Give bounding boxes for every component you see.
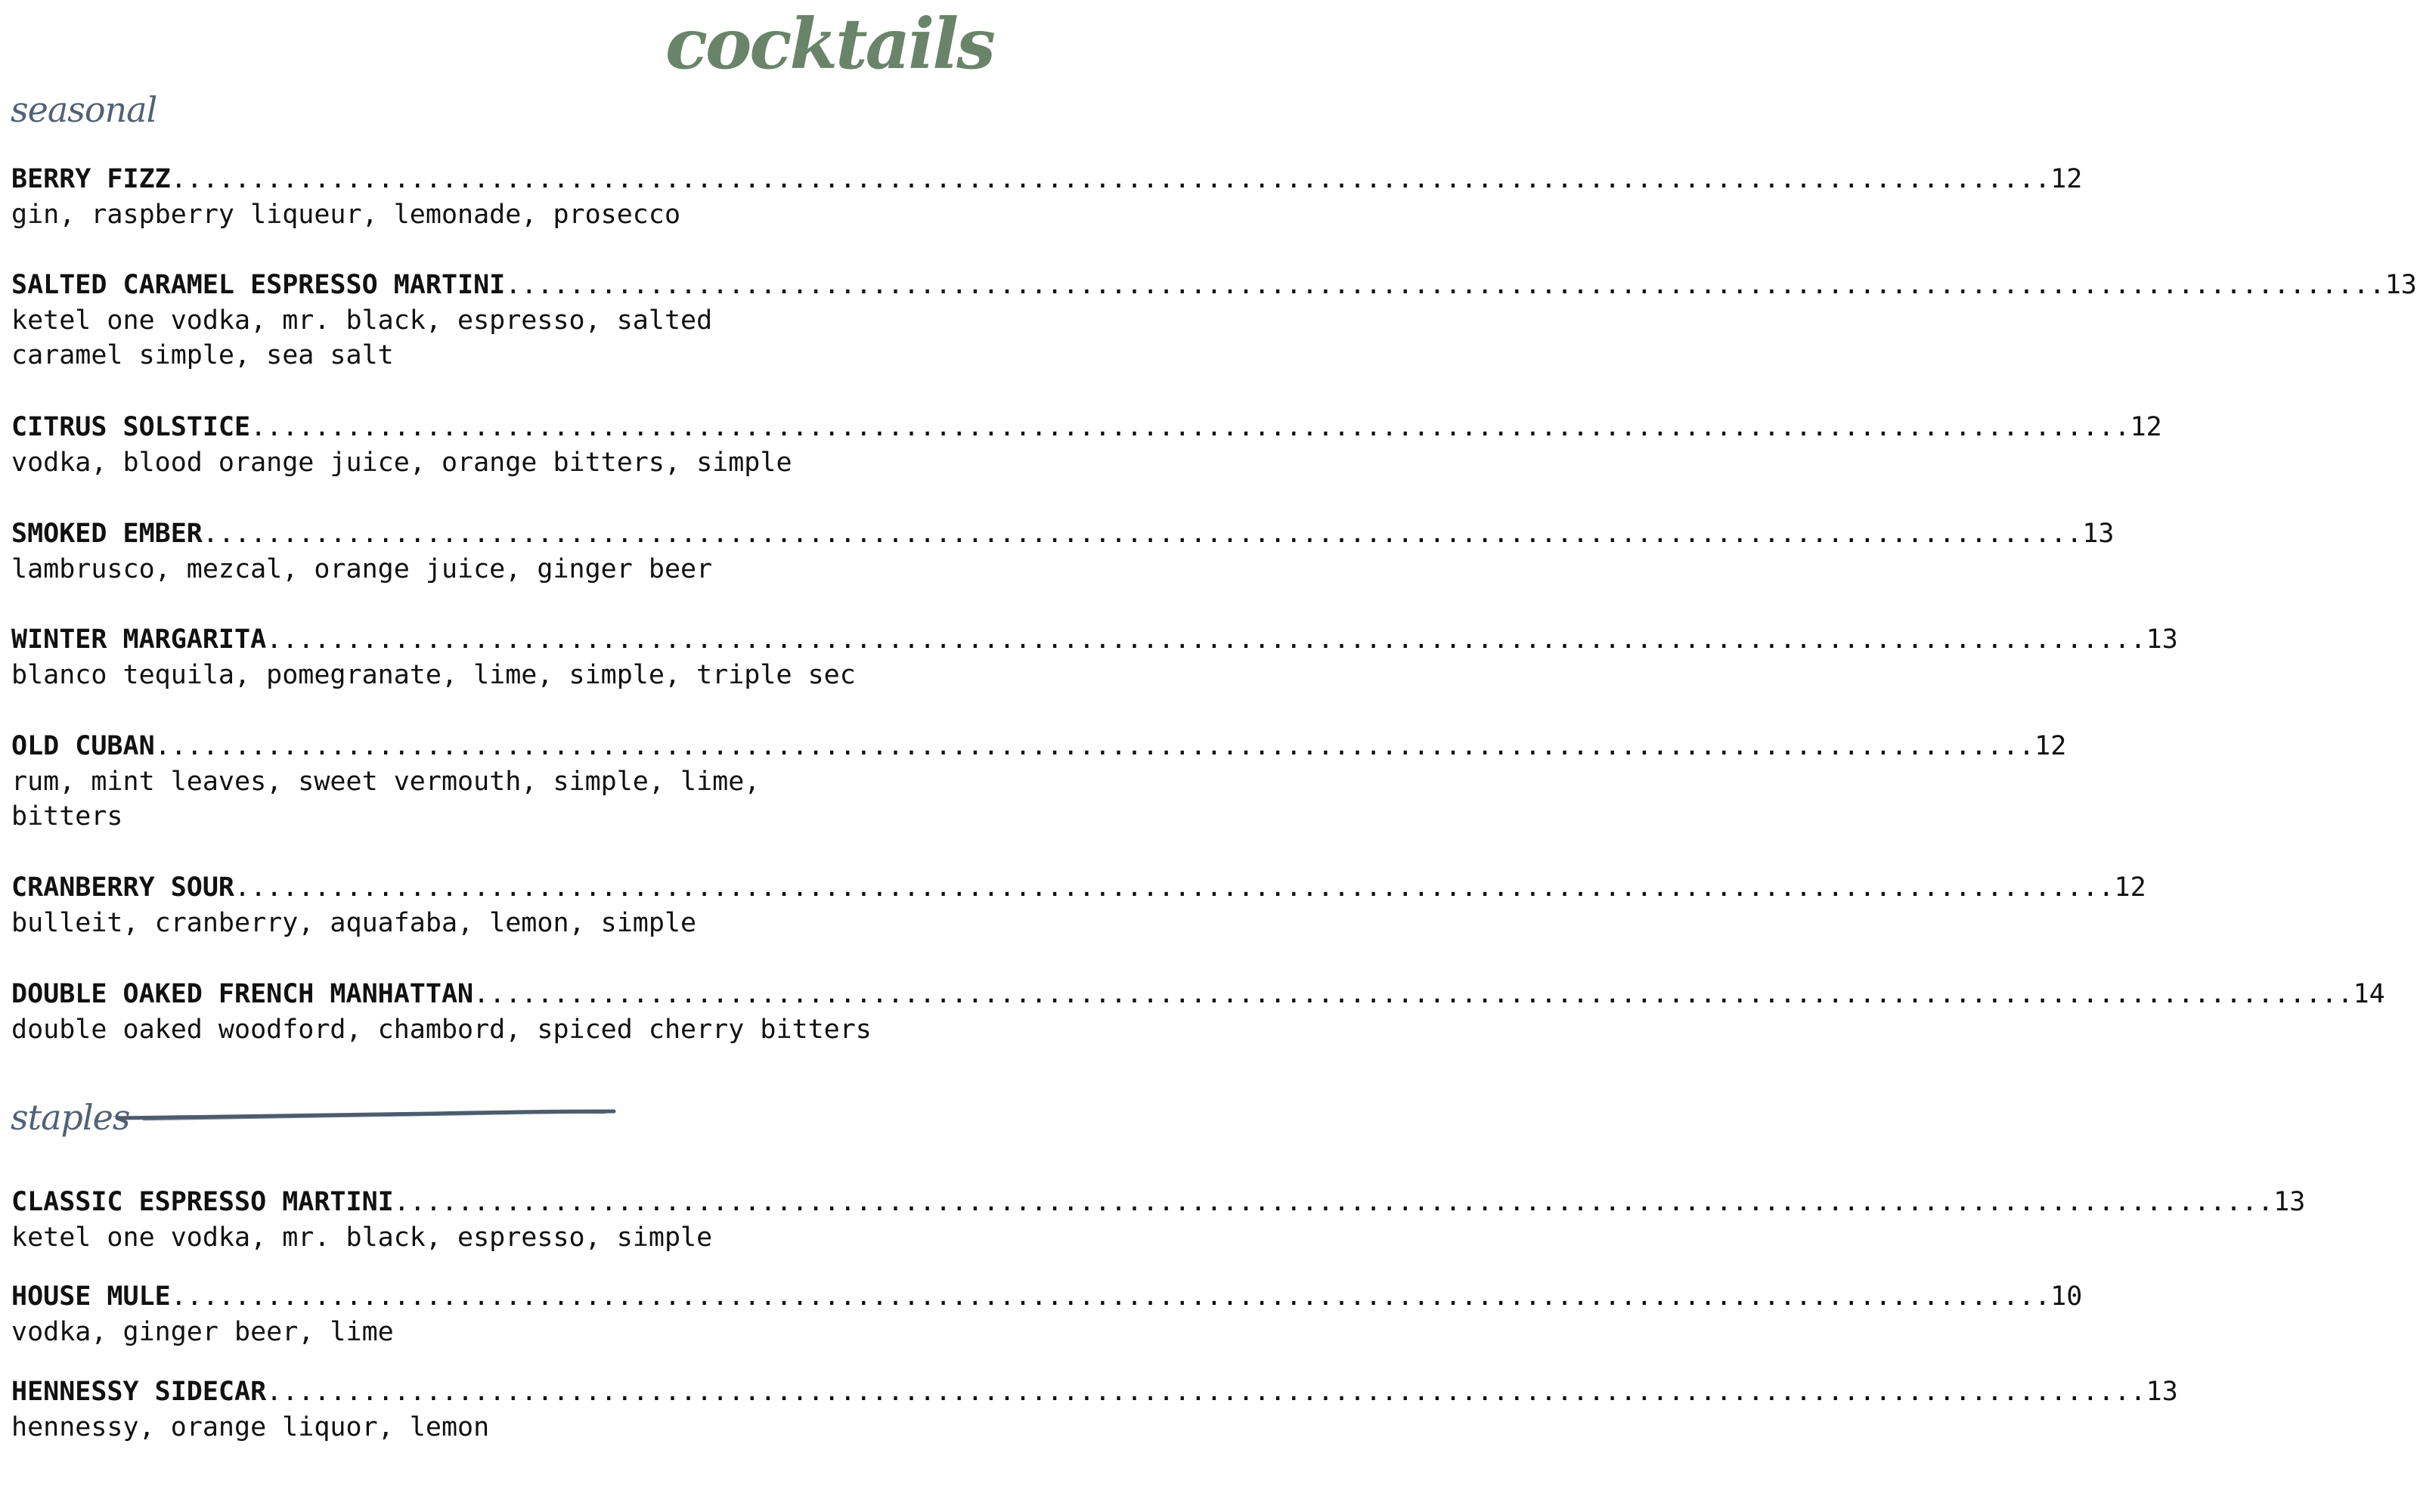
item-description: double oaked woodford, chambord, spiced cherry bitters — [11, 1015, 872, 1045]
dot-leader — [171, 163, 2050, 196]
item-price: 13 — [2082, 519, 2115, 549]
item-description: blanco tequila, pomegranate, lime, simple, triple sec — [11, 660, 856, 690]
item-price: 14 — [2353, 979, 2385, 1009]
item-name: DOUBLE OAKED FRENCH MANHATTAN — [11, 979, 474, 1009]
menu-item — [11, 1185, 2306, 1255]
menu-item-header — [11, 1185, 2306, 1219]
section-label-seasonal: seasonal — [11, 89, 157, 130]
item-name: CITRUS SOLSTICE — [11, 412, 251, 442]
menu-item — [11, 268, 2417, 373]
menu-item — [11, 730, 2067, 834]
menu-item — [11, 871, 2146, 940]
dot-leader — [266, 623, 2146, 656]
item-price: 12 — [2114, 872, 2146, 903]
menu-item — [11, 1375, 2178, 1445]
section-label-staples: staples — [11, 1097, 130, 1138]
menu-item-header — [11, 871, 2146, 904]
menu-item-header — [11, 411, 2162, 444]
dot-leader — [250, 411, 2130, 444]
menu-item — [11, 163, 2083, 232]
item-description: hennessy, orange liquor, lemon — [11, 1412, 490, 1442]
menu-item-header — [11, 730, 2067, 763]
menu-item-header — [11, 163, 2083, 196]
menu-item-header — [11, 268, 2417, 302]
item-price: 12 — [2130, 412, 2162, 442]
menu-item — [11, 978, 2385, 1047]
dot-leader — [266, 1375, 2146, 1408]
brush-stroke-divider — [113, 1105, 620, 1125]
item-description: lambrusco, mezcal, orange juice, ginger beer — [11, 554, 713, 584]
item-price: 13 — [2384, 270, 2417, 300]
menu-item-header — [11, 517, 2115, 550]
item-price: 13 — [2146, 624, 2178, 655]
dot-leader — [394, 1185, 2273, 1219]
item-name: SALTED CARAMEL ESPRESSO MARTINI — [11, 270, 506, 300]
menu-item-header — [11, 1280, 2083, 1313]
menu-item — [11, 1280, 2083, 1349]
item-name: HOUSE MULE — [11, 1281, 171, 1312]
item-name: SMOKED EMBER — [11, 519, 203, 549]
item-description: rum, mint leaves, sweet vermouth, simple, lime, bitters — [11, 767, 761, 832]
item-name: WINTER MARGARITA — [11, 624, 267, 655]
item-name: CRANBERRY SOUR — [11, 872, 235, 903]
item-description: vodka, blood orange juice, orange bitters, simple — [11, 448, 792, 478]
menu-title: cocktails — [665, 3, 993, 85]
dot-leader — [234, 871, 2114, 904]
dot-leader — [171, 1280, 2050, 1313]
menu-item — [11, 411, 2162, 480]
item-name: OLD CUBAN — [11, 731, 155, 761]
item-price: 13 — [2273, 1187, 2306, 1217]
item-description: bulleit, cranberry, aquafaba, lemon, simple — [11, 908, 697, 938]
dot-leader — [505, 268, 2384, 302]
item-description: vodka, ginger beer, lime — [11, 1317, 394, 1347]
item-name: BERRY FIZZ — [11, 164, 171, 194]
menu-item-header — [11, 623, 2178, 656]
item-price: 12 — [2034, 731, 2067, 761]
item-name: HENNESSY SIDECAR — [11, 1377, 267, 1407]
menu-item — [11, 623, 2178, 692]
menu-item-header — [11, 1375, 2178, 1408]
item-price: 13 — [2146, 1377, 2178, 1407]
item-description: gin, raspberry liqueur, lemonade, prosecco — [11, 200, 681, 230]
dot-leader — [473, 978, 2353, 1011]
menu-item-header — [11, 978, 2385, 1011]
item-description: ketel one vodka, mr. black, espresso, salted caramel simple, sea salt — [11, 305, 713, 370]
item-name: CLASSIC ESPRESSO MARTINI — [11, 1187, 394, 1217]
dot-leader — [203, 517, 2082, 550]
item-price: 12 — [2050, 164, 2083, 194]
menu-item — [11, 517, 2115, 587]
item-description: ketel one vodka, mr. black, espresso, simple — [11, 1222, 713, 1253]
dot-leader — [155, 730, 2034, 763]
item-price: 10 — [2050, 1281, 2083, 1312]
